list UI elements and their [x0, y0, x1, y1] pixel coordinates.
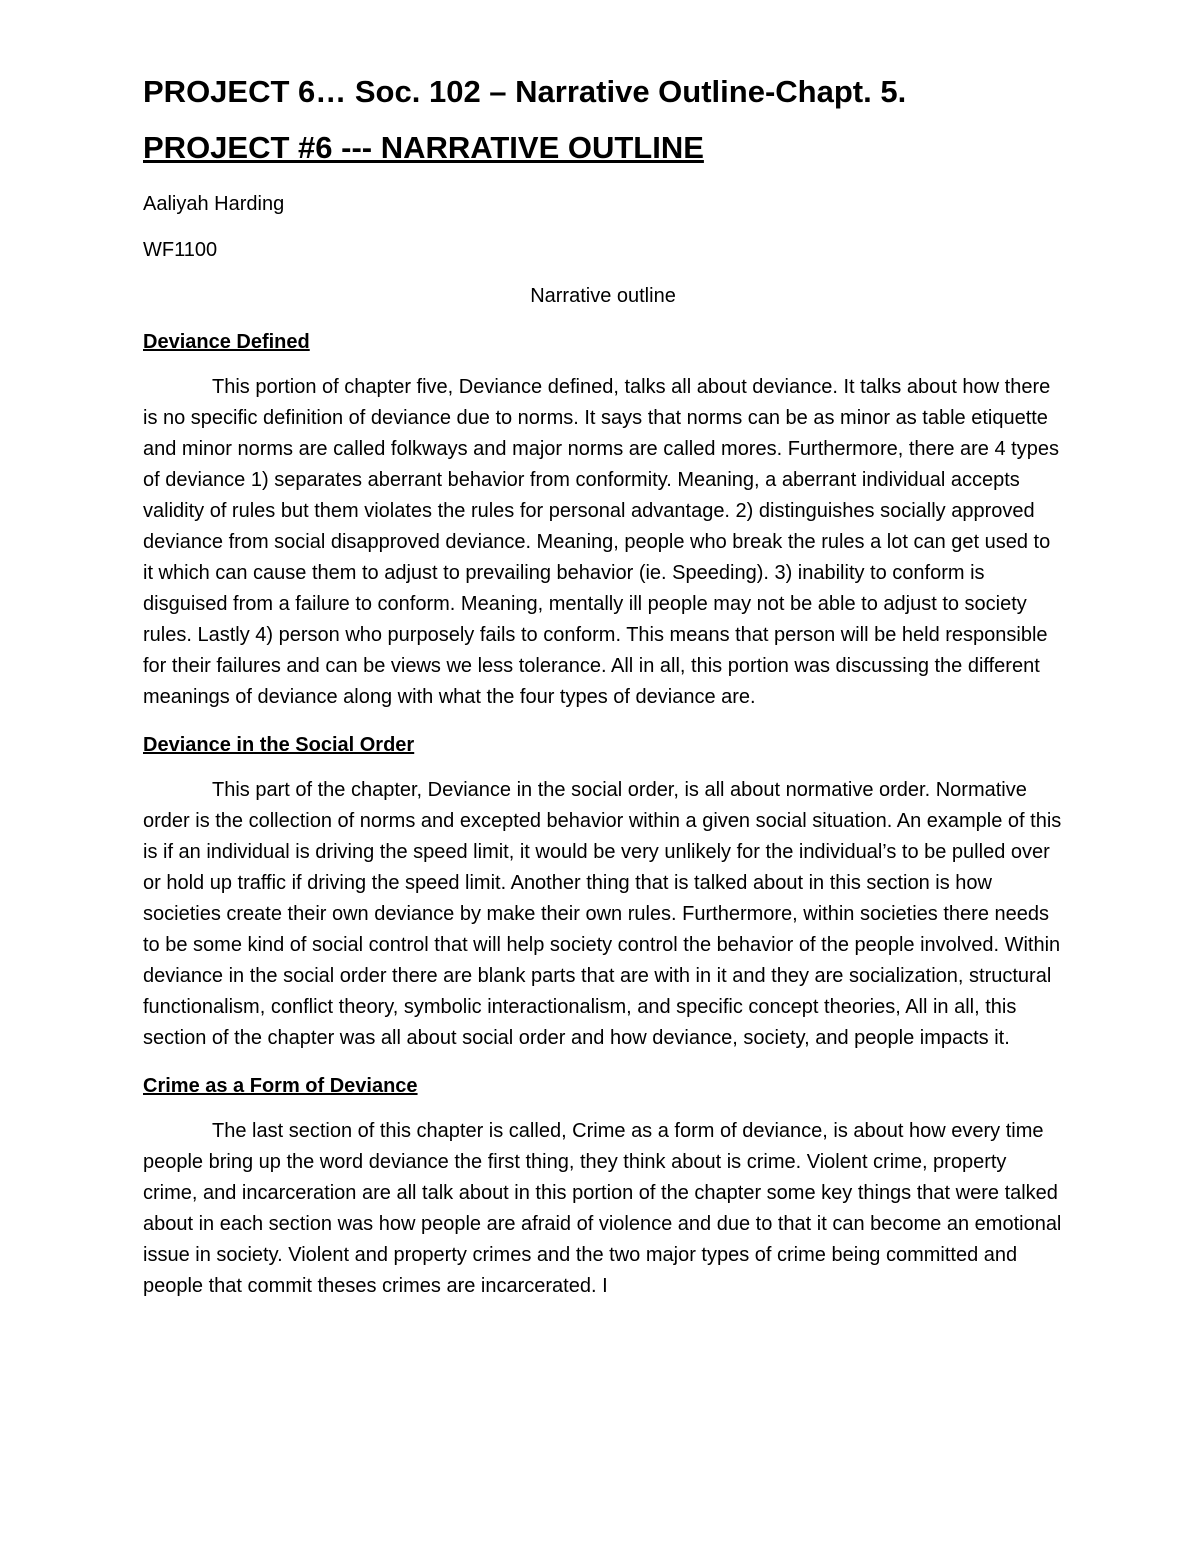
section-heading: Crime as a Form of Deviance [143, 1075, 418, 1097]
section-paragraph: This portion of chapter five, Deviance defined, talks all about deviance. It talks about how there is no specific definition of deviance due to norms. It says that norms can be as minor as table etiquette and minor norms are called folkways and major norms are called mores. Furthermore, there are 4 types of deviance 1) separates aberrant behavior from conformity. Meaning, a aberrant individual accepts validity of rules but them violates the rules for personal advantage. 2) distinguishes socially approved deviance from social disapproved deviance. Meaning, people who break the rules a lot can get used to it which can cause them to adjust to prevailing behavior (ie. Speeding). 3) inability to conform is disguised from a failure to conform. Meaning, mentally ill people may not be able to adjust to society rules. Lastly 4) person who purposely fails to conform. This means that person will be held responsible for their failures and can be views we less tolerance. All in all, this portion was discussing the different meanings of deviance along with what the four types of deviance are. [143, 376, 1059, 708]
section-heading: Deviance Defined [143, 331, 310, 353]
course-code: WF1100 [143, 239, 218, 261]
section-deviance-in-social-order [143, 731, 1063, 1054]
section-paragraph: The last section of this chapter is called, Crime as a form of deviance, is about how every time people bring up the word deviance the first thing, they think about is crime. Violent crime, property crime, and incarceration are all talk about in this portion of the chapter some key things that were talked about in each section was how people are afraid of violence and due to that it can become an emotional issue in society. Violent and property crimes and the two major types of crime being committed and people that commit theses crimes are incarcerated. I [143, 1120, 1062, 1297]
outline-title: Narrative outline [530, 285, 676, 307]
document-page [143, 72, 1063, 1302]
author-name: Aaliyah Harding [143, 193, 285, 215]
section-paragraph: This part of the chapter, Deviance in the social order, is all about normative order. Normative order is the collection of norms and excepted behavior within a given social situation. An example of this is if an individual is driving the speed limit, it would be very unlikely for the individual’s to be pulled over or hold up traffic if driving the speed limit. Another thing that is talked about in this section is how societies create their own deviance by make their own rules. Furthermore, within societies there needs to be some kind of social control that will help society control the behavior of the people involved. Within deviance in the social order there are blank parts that are with in it and they are socialization, structural functionalism, conflict theory, symbolic interactionalism, and specific concept theories, All in all, this section of the chapter was all about social order and how deviance, society, and people impacts it. [143, 779, 1062, 1049]
section-deviance-defined [143, 328, 1063, 713]
section-heading: Deviance in the Social Order [143, 734, 415, 756]
document-title: PROJECT 6… Soc. 102 – Narrative Outline-Chapt. 5. [143, 74, 907, 109]
document-subtitle: PROJECT #6 --- NARRATIVE OUTLINE [143, 130, 704, 165]
section-crime-as-form-of-deviance [143, 1072, 1063, 1302]
